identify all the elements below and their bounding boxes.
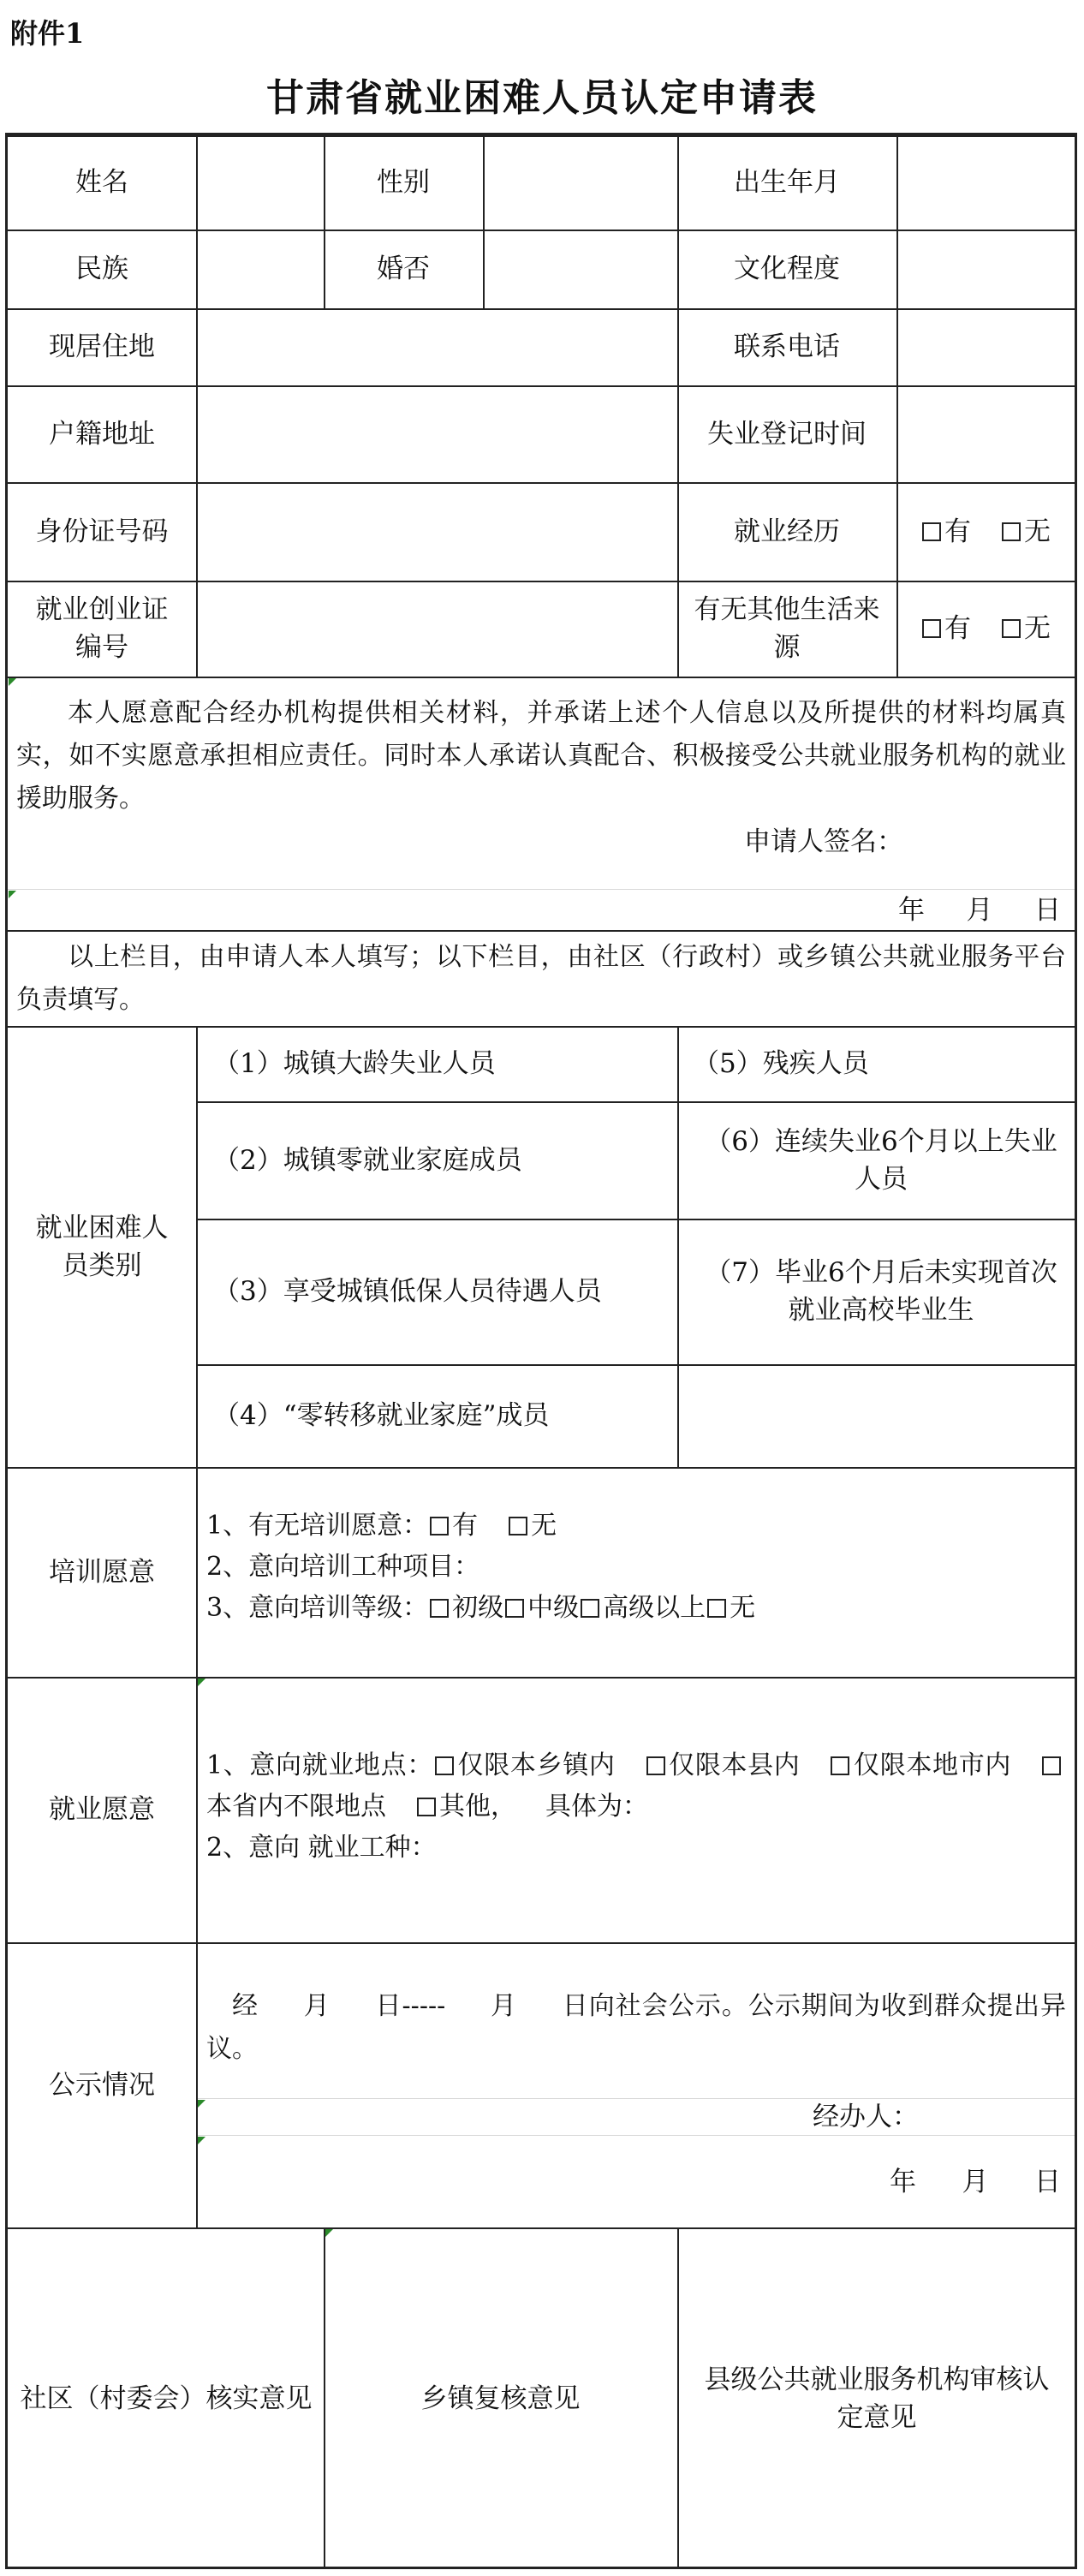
label-employment: 就业愿意 <box>49 1794 155 1825</box>
option-no: 无 <box>1024 613 1051 644</box>
checkbox-province[interactable] <box>1042 1756 1061 1775</box>
training-line-2: 2、意向培训工种项目： <box>206 1552 480 1582</box>
checkbox-level-high[interactable] <box>581 1599 599 1618</box>
field-marital[interactable] <box>483 230 677 308</box>
cell-marker <box>9 891 16 898</box>
employment-line-2: 2、意向 就业工种： <box>206 1833 437 1863</box>
date-year: 年 <box>898 895 925 926</box>
checkbox-income-yes[interactable] <box>922 619 941 638</box>
field-phone[interactable] <box>896 308 1075 385</box>
checkbox-county[interactable] <box>646 1756 665 1775</box>
other-income-options <box>896 581 1075 677</box>
field-hukou[interactable] <box>196 385 677 482</box>
employment-content <box>206 1745 1064 1869</box>
declaration-text: 本人愿意配合经办机构提供相关材料，并承诺上述个人信息以及所提供的材料均属真实，如不实愿意承担相应责任。同时本人承诺认真配合、积极接受公共就业服务机构的就业援助服务。 <box>16 698 1066 814</box>
training-line-3: 3、意向培训等级： 初级 中级 高级以上 无 <box>206 1593 756 1623</box>
category-item-2: （2）城镇零就业家庭成员 <box>213 1144 522 1176</box>
checkbox-work-no[interactable] <box>1002 522 1021 541</box>
label-phone: 联系电话 <box>734 331 840 362</box>
label-ethnicity: 民族 <box>75 253 128 284</box>
attachment-label: 附件1 <box>10 17 85 50</box>
date-day: 日 <box>1034 2167 1061 2197</box>
form-title: 甘肃省就业困难人员认定申请表 <box>266 76 818 120</box>
employment-line-1: 1、意向就业地点： 仅限本乡镇内 仅限本县内 仅限本地市内本省内不限地点 其他， 具体为： <box>206 1745 1064 1828</box>
checkbox-income-no[interactable] <box>1002 619 1021 638</box>
date-day: 日 <box>1034 895 1061 926</box>
label-category: 就业困难人员类别 <box>35 1212 169 1281</box>
checkbox-training-no[interactable] <box>509 1517 527 1535</box>
checkbox-level-none[interactable] <box>707 1599 726 1618</box>
field-unemployment-reg-time[interactable] <box>896 385 1075 482</box>
option-yes: 有 <box>944 613 971 644</box>
signature-label: 申请人签名： <box>744 826 903 857</box>
application-form <box>5 133 1077 2569</box>
handler-label: 经办人： <box>813 2101 919 2132</box>
field-residence[interactable] <box>196 308 677 385</box>
label-unemployment-reg-time: 失业登记时间 <box>707 418 867 450</box>
cell-marker <box>198 1679 205 1686</box>
declaration-date <box>864 891 1075 930</box>
label-residence: 现居住地 <box>49 331 155 362</box>
option-yes: 有 <box>944 516 971 547</box>
cell-marker <box>198 2137 205 2144</box>
label-other-income: 有无其他生活来源 <box>694 594 880 663</box>
checkbox-town[interactable] <box>435 1756 454 1775</box>
category-item-7: （7）毕业6个月后未实现首次就业高校毕业生 <box>705 1257 1057 1326</box>
label-id-number: 身份证号码 <box>35 516 169 547</box>
community-verification-opinion: 社区（村委会）核实意见 <box>20 2382 313 2414</box>
category-item-4: （4）“零转移就业家庭”成员 <box>213 1400 550 1431</box>
town-review-opinion: 乡镇复核意见 <box>420 2382 581 2414</box>
date-month: 月 <box>962 2167 989 2197</box>
checkbox-city[interactable] <box>831 1756 849 1775</box>
category-item-1: （1）城镇大龄失业人员 <box>213 1048 496 1079</box>
county-approval-opinion: 县级公共就业服务机构审核认定意见 <box>704 2364 1050 2433</box>
label-birth: 出生年月 <box>734 167 840 198</box>
category-item-5: （5）残疾人员 <box>693 1048 869 1079</box>
work-experience-options <box>896 482 1075 581</box>
field-ethnicity[interactable] <box>196 230 324 308</box>
training-content <box>206 1506 1063 1629</box>
publicity-date <box>855 2156 1075 2208</box>
field-birth[interactable] <box>896 135 1075 230</box>
training-line-1: 1、有无培训愿意： 有 无 <box>206 1511 557 1541</box>
field-name[interactable] <box>196 135 324 230</box>
date-year: 年 <box>890 2167 916 2197</box>
checkbox-work-yes[interactable] <box>922 522 941 541</box>
fill-instruction-note: 以上栏目，由申请人本人填写；以下栏目，由社区（行政村）或乡镇公共就业服务平台负责填写。 <box>16 942 1066 1015</box>
date-month: 月 <box>966 895 993 926</box>
label-name: 姓名 <box>75 167 128 198</box>
label-employment-cert: 就业创业证编号 <box>35 594 169 663</box>
category-item-6: （6）连续失业6个月以上失业人员 <box>705 1125 1057 1195</box>
field-gender[interactable] <box>483 135 677 230</box>
cell-marker <box>9 678 16 686</box>
label-hukou: 户籍地址 <box>49 418 155 450</box>
checkbox-training-yes[interactable] <box>430 1517 449 1535</box>
category-item-3: （3）享受城镇低保人员待遇人员 <box>213 1276 602 1307</box>
label-training: 培训愿意 <box>49 1556 155 1588</box>
checkbox-level-middle[interactable] <box>505 1599 524 1618</box>
label-publicity: 公示情况 <box>49 2069 155 2101</box>
field-employment-cert[interactable] <box>196 581 677 677</box>
option-no: 无 <box>1024 516 1051 547</box>
label-marital: 婚否 <box>377 253 430 284</box>
checkbox-level-primary[interactable] <box>430 1599 449 1618</box>
label-education: 文化程度 <box>734 253 840 284</box>
field-id-number[interactable] <box>196 482 677 581</box>
field-education[interactable] <box>896 230 1075 308</box>
checkbox-other[interactable] <box>417 1798 436 1816</box>
publicity-text: 经 月 日----- 月 日向社会公示。公示期间为收到群众提出异议。 <box>206 1991 1066 2064</box>
label-gender: 性别 <box>377 167 430 198</box>
cell-marker <box>198 2100 205 2108</box>
label-work-experience: 就业经历 <box>734 516 840 547</box>
